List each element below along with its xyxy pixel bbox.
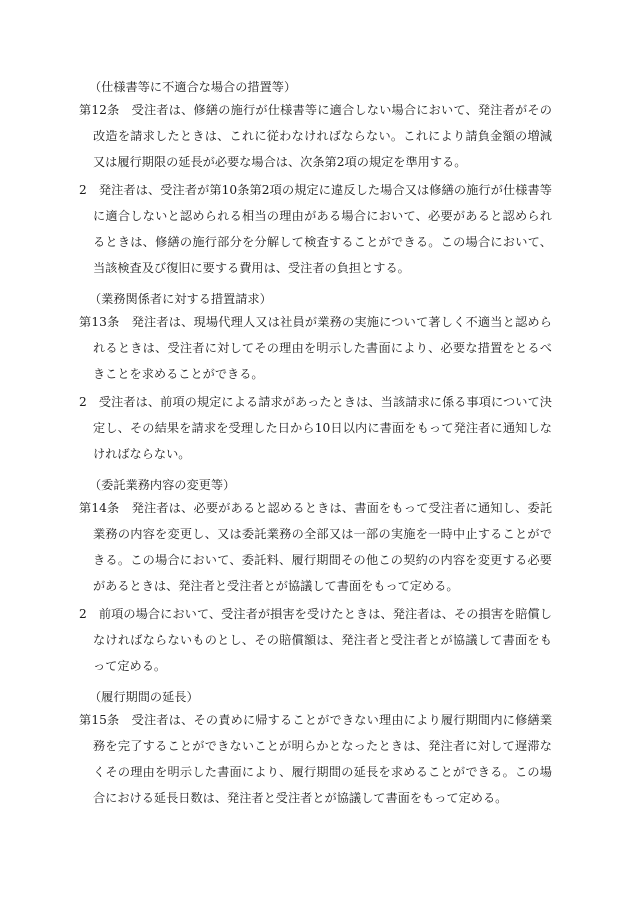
section-heading: （仕様書等に不適合な場合の措置等） — [89, 80, 297, 94]
article-14-para-1 — [79, 495, 552, 599]
article-text: 受注者は、修繕の施行が仕様書等に適合しない場合において、発注者がその改造を請求したときは、これに従わなければならない。これにより請負金額の増減又は履行期限の延長が必要な場合は、次条第2項の規定を準用する。 — [93, 103, 552, 169]
article-12-para-1 — [79, 97, 552, 175]
section-heading: （委託業務内容の変更等） — [89, 478, 236, 492]
article-text: 発注者は、現場代理人又は社員が業務の実施について著しく不適当と認められるときは、受注者に対してその理由を明示した書面により、必要な措置をとるべきことを求めることができる。 — [93, 315, 552, 381]
paragraph-text: 発注者は、受注者が第10条第2項の規定に違反した場合又は修繕の施行が仕様書等に適合しないと認められる相当の理由がある場合において、必要があると認められるときは、修繕の施行部分を分解して検査することができる。この場合において、当該検査及び復旧に要する費用は、受注者の負担とする。 — [93, 183, 552, 275]
paragraph-number: 2 — [79, 183, 87, 197]
article-text: 発注者は、必要があると認めるときは、書面をもって受注者に通知し、委託業務の内容を変更し、又は委託業務の全部又は一部の実施を一時中止することができる。この場合において、委託料、履行期間その他この契約の内容を変更する必要があるときは、発注者と受注者とが協議して書面をもって定める。 — [93, 501, 553, 593]
section-period-extension — [79, 688, 552, 811]
article-13-para-2 — [79, 389, 552, 467]
article-number: 第13条 — [79, 315, 120, 329]
paragraph-number: 2 — [79, 607, 87, 621]
article-15-para-1 — [79, 707, 552, 811]
section-heading: （履行期間の延長） — [89, 690, 199, 704]
paragraph-number: 2 — [79, 395, 87, 409]
section-heading: （業務関係者に対する措置請求） — [89, 292, 272, 306]
article-number: 第15条 — [79, 713, 120, 727]
article-13-para-1 — [79, 309, 552, 387]
section-content-change — [79, 476, 552, 679]
paragraph-text: 前項の場合において、受注者が損害を受けたときは、発注者は、その損害を賠償しなければならないものとし、その賠償額は、発注者と受注者とが協議して書面をもって定める。 — [93, 607, 552, 673]
section-nonconformity — [79, 78, 552, 281]
article-14-para-2 — [79, 601, 552, 679]
paragraph-text: 受注者は、前項の規定による請求があったときは、当該請求に係る事項について決定し、その結果を請求を受理した日から10日以内に書面をもって発注者に通知しなければならない。 — [93, 395, 552, 461]
document-page — [79, 78, 552, 820]
article-number: 第14条 — [79, 501, 120, 515]
article-12-para-2 — [79, 177, 552, 281]
section-measures-request — [79, 290, 552, 467]
article-text: 受注者は、その責めに帰することができない理由により履行期間内に修繕業務を完了することができないことが明らかとなったときは、発注者に対して遅滞なくその理由を明示した書面により、履行期間の延長を求めることができる。この場合における延長日数は、発注者と受注者とが協議して書面をもって定める。 — [93, 713, 553, 805]
article-number: 第12条 — [79, 103, 120, 117]
